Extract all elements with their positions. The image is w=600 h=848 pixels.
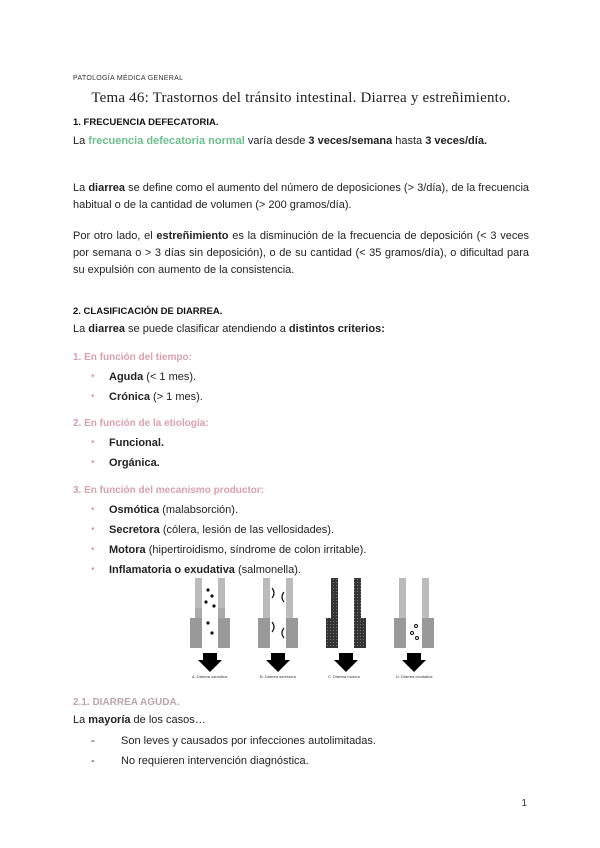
list-item xyxy=(91,387,511,407)
text: varía desde xyxy=(244,135,309,147)
list-tiempo xyxy=(91,367,511,407)
bold-term: Secretora xyxy=(109,524,160,536)
text: Por otro lado, el xyxy=(73,230,157,242)
highlight-term: frecuencia defecatoria normal xyxy=(88,135,245,147)
text: (salmonella). xyxy=(234,564,301,576)
paragraph-clasificacion-intro xyxy=(73,321,529,338)
figure-label-b: B. Diarrea secretora xyxy=(260,674,296,679)
figure-label-c: C. Diarrea motora xyxy=(328,674,360,679)
list-item xyxy=(91,751,511,771)
bullet-icon: • xyxy=(91,457,95,468)
text: (> 1 mes). xyxy=(149,391,203,403)
bullet-icon: • xyxy=(91,524,95,535)
bullet-icon: • xyxy=(91,504,95,515)
document-header: PATOLOGÍA MÉDICA GENERAL xyxy=(73,75,184,82)
panel-osmotica xyxy=(190,578,230,672)
bold-term: 3 veces/día. xyxy=(425,135,488,147)
paragraph-diarrea-definition xyxy=(73,180,529,214)
panel-exudativa xyxy=(394,578,434,672)
section-heading-frecuencia: 1. FRECUENCIA DEFECATORIA. xyxy=(73,117,219,128)
paragraph-frecuencia-normal xyxy=(73,133,529,150)
figure-label-a: A. Diarrea osmótica xyxy=(192,674,228,679)
list-aguda xyxy=(91,731,511,771)
panel-motora xyxy=(326,578,366,672)
bold-term: Aguda xyxy=(109,371,144,383)
text: No requieren intervención diagnóstica. xyxy=(121,755,309,767)
bold-term: Crónica xyxy=(109,391,150,403)
text: es la disminución de la frecuencia de deposición (< 3 veces por semana o > 3 días sin deposición), o de su cantidad (< 35 gramos/día), o dificultad para su expulsión con aumento de la consistencia. xyxy=(73,230,530,276)
list-item xyxy=(91,520,511,540)
list-etiologia xyxy=(91,433,511,473)
text: (hipertiroidismo, síndrome de colon irritable). xyxy=(145,544,367,556)
subheading-mecanismo: 3. En función del mecanismo productor: xyxy=(73,485,265,496)
list-mecanismo xyxy=(91,500,511,580)
list-item xyxy=(91,540,511,560)
bold-term: Inflamatoria o exudativa xyxy=(109,564,235,576)
text: La xyxy=(73,714,89,726)
bold-term: 3 veces/semana xyxy=(308,135,393,147)
paragraph-aguda-intro xyxy=(73,712,529,729)
section-heading-clasificacion: 2. CLASIFICACIÓN DE DIARREA. xyxy=(73,306,223,317)
text: (cólera, lesión de las vellosidades). xyxy=(159,524,335,536)
text: La xyxy=(73,323,89,335)
bold-term: Funcional. xyxy=(109,437,164,449)
bullet-icon: • xyxy=(91,564,95,575)
page-number: 1 xyxy=(521,798,527,809)
panel-secretora xyxy=(258,578,298,672)
text: se define como el aumento del número de deposiciones (> 3/día), de la frecuencia habitual o de la cantidad de volumen (> 200 gramos/día). xyxy=(73,182,530,211)
bold-term: diarrea xyxy=(88,182,126,194)
list-item xyxy=(91,731,511,751)
bold-term: Osmótica xyxy=(109,504,160,516)
list-item xyxy=(91,367,511,387)
dash-bullet: - xyxy=(91,755,95,767)
section-heading-diarrea-aguda: 2.1. DIARREA AGUDA. xyxy=(73,697,180,708)
bold-term: estreñimiento xyxy=(156,230,229,242)
bullet-icon: • xyxy=(91,391,95,402)
text: hasta xyxy=(392,135,426,147)
text: se puede clasificar atendiendo a xyxy=(125,323,289,335)
text: La xyxy=(73,135,89,147)
text: (malabsorción). xyxy=(159,504,238,516)
paragraph-estrenimiento-definition xyxy=(73,228,529,279)
list-item xyxy=(91,500,511,520)
list-item xyxy=(91,433,511,453)
bold-term: mayoría xyxy=(88,714,131,726)
bold-term: diarrea xyxy=(88,323,125,335)
subheading-tiempo: 1. En función del tiempo: xyxy=(73,352,192,363)
text: (< 1 mes). xyxy=(143,371,197,383)
bullet-icon: • xyxy=(91,544,95,555)
text: de los casos… xyxy=(130,714,206,726)
bullet-icon: • xyxy=(91,437,95,448)
bullet-icon: • xyxy=(91,371,95,382)
page-title: Tema 46: Trastornos del tránsito intestinal. Diarrea y estreñimiento. xyxy=(91,90,511,106)
bold-term: Motora xyxy=(109,544,146,556)
figure-label-d: D. Diarrea exudativa xyxy=(396,674,433,679)
diarrhea-mechanisms-figure xyxy=(190,578,460,680)
text: Son leves y causados por infecciones autolimitadas. xyxy=(121,735,376,747)
bold-term: Orgánica. xyxy=(109,457,160,469)
dash-bullet: - xyxy=(91,735,95,747)
subheading-etiologia: 2. En función de la etiología: xyxy=(73,418,209,429)
bold-term: distintos criterios: xyxy=(288,323,385,335)
list-item xyxy=(91,453,511,473)
text: La xyxy=(73,182,89,194)
list-item xyxy=(91,560,511,580)
